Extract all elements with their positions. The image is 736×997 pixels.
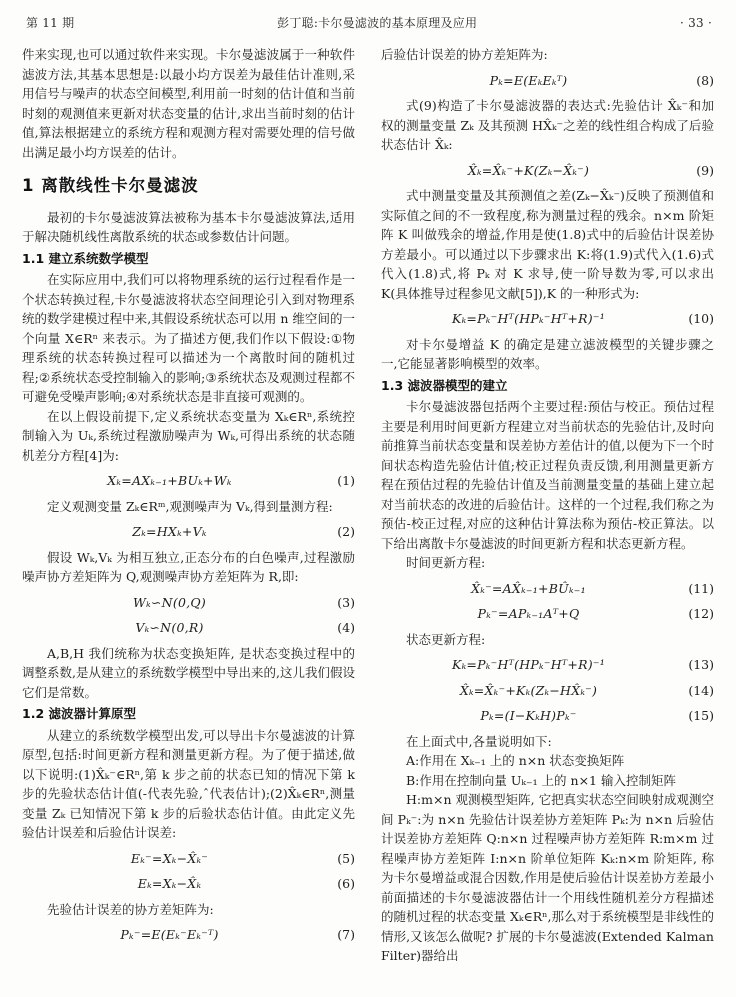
formula-row	[22, 471, 355, 491]
formula-number: (15)	[688, 708, 714, 723]
formula-math: Pₖ=E(EₖEₖᵀ)	[489, 72, 568, 88]
paragraph: A:作用在 Xₖ₋₁ 上的 n×n 状态变换矩阵	[406, 753, 625, 768]
formula-number: (5)	[337, 850, 355, 866]
formula-row	[381, 71, 714, 91]
formula-math: Pₖ⁻=E(Eₖ⁻Eₖ⁻ᵀ)	[120, 927, 219, 943]
formula-row	[381, 309, 714, 329]
formula-math: Kₖ=Pₖ⁻Hᵀ(HPₖ⁻Hᵀ+R)⁻¹	[452, 311, 605, 326]
paragraph: 定义观测变量 Zₖ∈Rᵐ,观测噪声为 Vₖ,得到量测方程:	[47, 498, 333, 514]
page-number: · 33 ·	[680, 16, 712, 30]
formula-math: Vₖ∽N(0,R)	[135, 620, 204, 636]
paragraph: 在上面式中,各量说明如下:	[406, 733, 552, 749]
formula-number: (4)	[337, 620, 355, 636]
section-heading: 1.2 滤波器计算原型	[22, 706, 136, 722]
paragraph: 后验估计误差的协方差矩阵为:	[381, 47, 548, 62]
formula-number: (7)	[337, 927, 355, 943]
formula-row	[381, 681, 714, 701]
formula-row	[381, 579, 714, 599]
formula-row	[381, 604, 714, 624]
formula-row	[22, 925, 355, 945]
formula-row	[381, 161, 714, 181]
paragraph: H:m×n 观测模型矩阵, 它把真实状态空间映射成观测空间 Pₖ⁻:为 n×n 先验估计误差协方差矩阵 Pₖ:为 n×n 后验估计误差协方差矩阵 Q:n×n 过程噪声协方差矩阵 R:m×m 过程噪声协方差矩阵 I:n×n 阶单位矩阵 Kₖ:n×m 阶矩阵, 称为卡尔曼增益或混合因数,作用是使后验估计误差协方差最小前面描述的卡尔曼滤波器估计一个用线性随机差分方程描述的随机过程的状态变量 Xₖ∈Rⁿ,那么对于系统模型是非线性的情形,又该怎么做呢? 扩展的卡尔曼滤波(Extended Kalman Filter)器给出	[381, 792, 714, 963]
paragraph: 在实际应用中,我们可以将物理系统的运行过程看作是一个状态转换过程,卡尔曼滤波将状态空间理论引入到对物理系统的数学建模过程中来,其假设系统状态可以用 n 维空间的一个向量 X∈Rⁿ 来表示。为了描述方便,我们作以下假设:①物理系统的状态转换过程可以描述为一个离散时间的随机过程;②系统状态受控制输入的影响;③系统状态及观测过程都不可避免受噪声影响;④对系统状态是非直接可观测的。	[22, 272, 355, 405]
formula-row	[381, 706, 714, 726]
paragraph: 时间更新方程:	[406, 555, 486, 570]
formula-math: X̂ₖ=X̂ₖ⁻+Kₖ(Zₖ−HX̂ₖ⁻)	[459, 682, 598, 698]
paragraph: 从建立的系统数学模型出发,可以导出卡尔曼滤波的计算原型,包括:时间更新方程和测量更新方程。为了便于描述,做以下说明:(1)X̂ₖ⁻∈Rⁿ,第 k 步之前的状态已知的情况下第 k 步的先验状态估计值(-代表先验,ˆ代表估计);(2)X̂ₖ∈Rⁿ,测量变量 Zₖ 已知情况下第 k 步的后验状态估计值。由此定义先验估计误差和后验估计误差:	[22, 727, 355, 841]
formula-number: (12)	[688, 606, 714, 621]
right-column	[381, 45, 714, 966]
formula-row	[22, 522, 355, 542]
journal-issue: 第 11 期	[26, 16, 75, 30]
paragraph: A,B,H 我们统称为状态变换矩阵, 是状态变换过程中的调整系数,是从建立的系统数学模型中导出来的,这儿我们假设它们是常数。	[22, 645, 355, 700]
formula-math: Wₖ∽N(0,Q)	[133, 594, 206, 610]
formula-row	[22, 849, 355, 869]
formula-row	[22, 874, 355, 894]
running-title: 彭丁聪:卡尔曼滤波的基本原理及应用	[277, 16, 478, 30]
paragraph: 最初的卡尔曼滤波算法被称为基本卡尔曼滤波算法,适用于解决随机线性离散系统的状态或参数估计问题。	[22, 209, 355, 245]
formula-number: (10)	[688, 311, 714, 326]
formula-number: (2)	[337, 524, 355, 540]
paragraph: 假设 Wₖ,Vₖ 为相互独立,正态分布的白色噪声,过程激励噪声协方差矩阵为 Q,观测噪声协方差矩阵为 R,即:	[22, 549, 355, 585]
paragraph: 在以上假设前提下,定义系统状态变量为 Xₖ∈Rⁿ,系统控制输入为 Uₖ,系统过程激励噪声为 Wₖ,可得出系统的状态随机差分方程[4]为:	[22, 408, 355, 463]
formula-math: Xₖ=AXₖ₋₁+BUₖ+Wₖ	[107, 473, 232, 489]
formula-number: (14)	[688, 682, 714, 698]
formula-row	[22, 593, 355, 613]
section-heading: 1.1 建立系统数学模型	[22, 250, 149, 266]
formula-math: Kₖ=Pₖ⁻Hᵀ(HPₖ⁻Hᵀ+R)⁻¹	[452, 657, 605, 672]
formula-number: (1)	[337, 473, 355, 489]
formula-row	[381, 655, 714, 675]
page-header	[26, 14, 712, 31]
paragraph: 先验估计误差的协方差矩阵为:	[47, 901, 214, 917]
section-heading: 1 离散线性卡尔曼滤波	[22, 176, 199, 195]
formula-number: (6)	[337, 876, 355, 892]
formula-number: (3)	[337, 594, 355, 610]
formula-number: (8)	[696, 72, 714, 88]
paragraph: 卡尔曼滤波器包括两个主要过程:预估与校正。预估过程主要是利用时间更新方程建立对当前状态的先验估计,及时向前推算当前状态变量和误差协方差估计的值,以便为下一个时间状态构造先验估计值;校正过程负责反馈,利用测量更新方程在预估过程的先验估计值及当前测量变量的基础上建立起对当前状态的改进的后验估计。这样的一个过程,我们称之为预估-校正过程,对应的这种估计算法称为预估-校正算法。以下给出离散卡尔曼滤波的时间更新方程和状态更新方程。	[381, 399, 714, 551]
section-heading: 1.3 滤波器模型的建立	[381, 377, 508, 393]
left-column	[22, 45, 355, 966]
formula-math: Pₖ⁻=APₖ₋₁Aᵀ+Q	[477, 606, 580, 621]
formula-math: Zₖ=HXₖ+Vₖ	[132, 524, 207, 540]
formula-row	[22, 618, 355, 638]
formula-number: (11)	[688, 580, 714, 596]
formula-math: X̂ₖ⁻=AX̂ₖ₋₁+BÛₖ₋₁	[471, 580, 586, 596]
paragraph: 件来实现,也可以通过软件来实现。卡尔曼滤波属于一种软件滤波方法,其基本思想是:以最小均方误差为最佳估计准则,采用信号与噪声的状态空间模型,利用前一时刻的估计值和当前时刻的观测值来更新对状态变量的估计,求出当前时刻的估计值,算法根据建立的系统方程和观测方程对需要处理的信号做出满足最小均方误差的估计。	[22, 47, 355, 160]
formula-math: Pₖ=(I−KₖH)Pₖ⁻	[480, 708, 577, 723]
paragraph: 对卡尔曼增益 K 的确定是建立滤波模型的关键步骤之一,它能显著影响模型的效率。	[381, 336, 714, 371]
paragraph: 式(9)构造了卡尔曼滤波器的表达式:先验估计 X̂ₖ⁻和加权的测量变量 Zₖ 及其预测 HX̂ₖ⁻之差的线性组合构成了后验状态估计 X̂ₖ:	[381, 98, 714, 152]
formula-number: (9)	[696, 162, 714, 178]
formula-math: Eₖ⁻=Xₖ−X̂ₖ⁻	[130, 850, 209, 866]
paragraph: 式中测量变量及其预测值之差(Zₖ−X̂ₖ⁻)反映了预测值和实际值之间的不一致程度,称为测量过程的残余。n×m 阶矩阵 K 叫做残余的增益,作用是使(1.8)式中的后验估计误差协方差最小。可以通过以下步骤求出 K:将(1.9)式代入(1.6)式代入(1.8)式,将 Pₖ 对 K 求导,使一阶导数为零,可以求出 K(具体推导过程参见文献[5]),K 的一种形式为:	[381, 188, 714, 301]
paragraph: 状态更新方程:	[406, 631, 486, 647]
paragraph: B:作用在控制向量 Uₖ₋₁ 上的 n×1 输入控制矩阵	[406, 772, 676, 788]
formula-math: Eₖ=Xₖ−X̂ₖ	[137, 876, 202, 892]
two-column-body	[22, 45, 716, 966]
formula-math: X̂ₖ=X̂ₖ⁻+K(Zₖ−X̂ₖ⁻)	[467, 162, 590, 178]
formula-number: (13)	[688, 657, 714, 672]
